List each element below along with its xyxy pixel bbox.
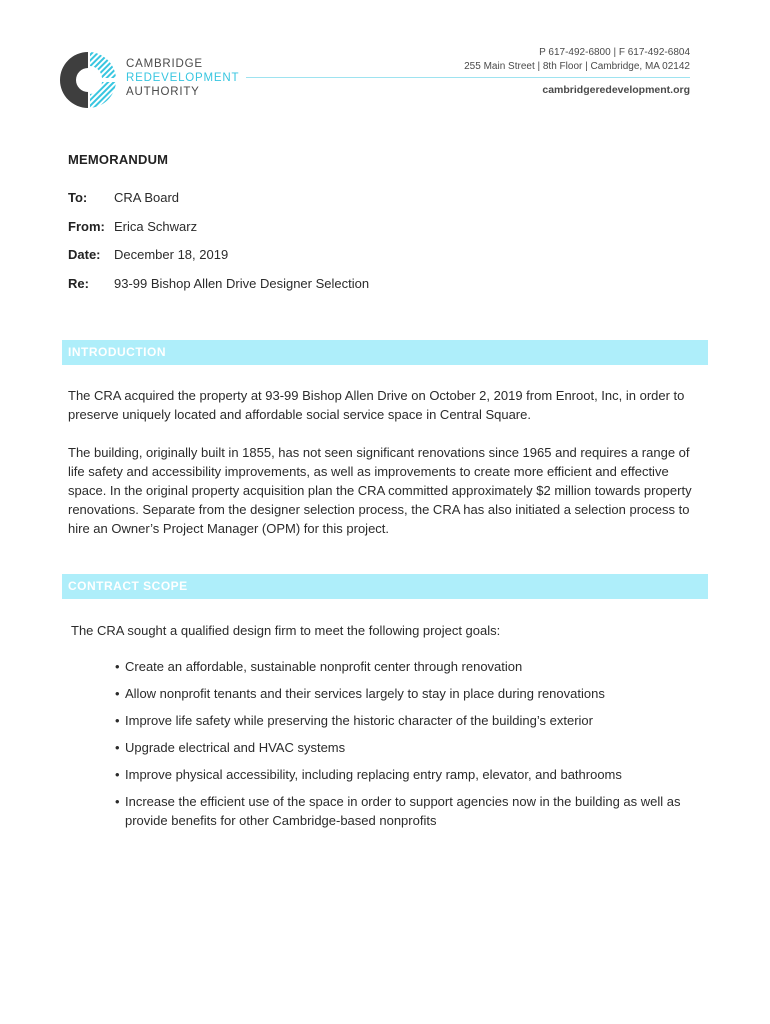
list-item: • Improve physical accessibility, including replacing entry ramp, elevator, and bathrooms (115, 767, 622, 782)
letterhead-divider (246, 77, 690, 78)
introduction-heading: INTRODUCTION (68, 345, 166, 359)
bullet-icon: • (115, 713, 120, 728)
memo-date-row (68, 247, 228, 262)
memo-title: MEMORANDUM (68, 152, 169, 167)
bullet-icon: • (115, 767, 120, 782)
to-label: To: (68, 190, 88, 205)
website-link[interactable]: cambridgeredevelopment.org (542, 84, 690, 96)
contract-scope-intro: The CRA sought a qualified design firm to meet the following project goals: (71, 623, 501, 638)
phone-fax: P 617-492-6800 | F 617-492-6804 (539, 47, 690, 58)
org-name-line1: CAMBRIDGE (126, 58, 203, 70)
contract-scope-section-bar (62, 574, 708, 599)
introduction-paragraph-1: The CRA acquired the property at 93-99 Bishop Allen Drive on October 2, 2019 from Enroot, Inc, in order to preserve uniquely located and affordable social service space in Central Square. (68, 388, 685, 422)
re-value: 93-99 Bishop Allen Drive Designer Selection (114, 276, 370, 291)
project-goals-list (115, 657, 715, 838)
from-value: Erica Schwarz (114, 219, 198, 234)
introduction-paragraph-2: The building, originally built in 1855, has not seen significant renovations since 1965 and requires a range of life safety and accessibility improvements, as well as improvements to create more efficient and effective space. In the original property acquisition plan the CRA committed approximately $2 million towards property renovations. Separate from the designer selection process, the CRA has also initiated a selection process to hire an Owner’s Project Manager (OPM) for this project. (68, 445, 692, 536)
contract-scope-heading: CONTRACT SCOPE (68, 579, 188, 593)
date-label: Date: (68, 247, 101, 262)
org-name-line3: AUTHORITY (126, 86, 200, 98)
cra-logo-icon (56, 48, 120, 112)
list-item: • Allow nonprofit tenants and their services largely to stay in place during renovations (115, 686, 605, 701)
bullet-icon: • (115, 686, 120, 701)
list-item: • Improve life safety while preserving the historic character of the building’s exterior (115, 713, 593, 728)
memo-re-row (68, 276, 369, 291)
address: 255 Main Street | 8th Floor | Cambridge, MA 02142 (464, 60, 690, 72)
organization-name (126, 57, 239, 99)
bullet-icon: • (115, 794, 120, 809)
contact-info (464, 46, 690, 73)
re-label: Re: (68, 276, 89, 291)
introduction-section-bar (62, 340, 708, 365)
org-name-line2: REDEVELOPMENT (126, 72, 240, 84)
from-label: From: (68, 219, 105, 234)
bullet-icon: • (115, 659, 120, 674)
list-item: • Upgrade electrical and HVAC systems (115, 740, 346, 755)
memo-to-row (68, 190, 179, 205)
list-item: • Increase the efficient use of the space in order to support agencies now in the building as well as provide benefits for other Cambridge-based nonprofits (115, 794, 681, 828)
to-value: CRA Board (114, 190, 180, 205)
memo-from-row (68, 219, 197, 234)
bullet-icon: • (115, 740, 120, 755)
date-value: December 18, 2019 (114, 247, 229, 262)
list-item: • Create an affordable, sustainable nonprofit center through renovation (115, 659, 523, 674)
